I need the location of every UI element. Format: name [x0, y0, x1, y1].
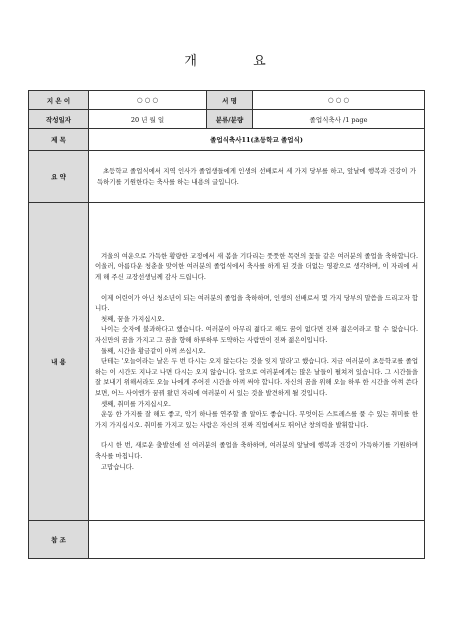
content-cell: [89, 203, 425, 521]
signer-label: 서 명: [207, 91, 253, 110]
subject-value: 졸업식축사11(초등학교 졸업식): [89, 129, 425, 151]
content-paragraph: 단테는 '오늘이라는 날은 두 번 다시는 오지 않는다는 것을 잊지 말라'고 했습니다. 지금 여러분이 초등학교를 졸업하는 이 시간도 지나고 나면 다시는 오지 않습니다. 앞으로 여러분에게는 많은 날들이 펼쳐져 있습니다. 그 시간들을 잘 보내기 위해서라도 오늘 나에게 주어진 시간을 아껴 써야 합니다. 자신의 꿈을 위해 오늘 하루 한 시간을 아껴 쓴다 보면, 어느 사이엔가 꿈꿔 왔던 자리에 여러분이 서 있는 것을 발견하게 될 것입니다.: [95, 357, 418, 397]
content-paragraph: 둘째, 시간을 황금같이 아껴 쓰십시오.: [101, 346, 206, 355]
content-label: 내 용: [29, 203, 89, 521]
summary-text: 초등학교 졸업식에서 지역 인사가 졸업생들에게 인생의 선배로서 세 가지 당부를 하고, 앞날에 행복과 건강이 가득하기를 기원한다는 축사를 하는 내용의 글입니다.: [97, 166, 416, 186]
paragraph-gap: [95, 430, 418, 440]
content-paragraph: 이제 어린이가 아닌 청소년이 되는 여러분의 졸업을 축하하며, 인생의 선배로서 몇 가지 당부의 말씀을 드리고자 합니다.: [95, 293, 418, 313]
paragraph-gap: [95, 283, 418, 293]
document-title: 개 요: [184, 54, 292, 69]
content-paragraph: 운동 한 가지를 잘 해도 좋고, 악기 하나를 연주할 줄 알아도 좋습니다. 무엇이든 스트레스를 풀 수 있는 취미를 한 가지 가지십시오. 취미를 가지고 있는 사람은 자신의 진짜 직업에서도 뛰어난 창의력을 발휘합니다.: [95, 410, 418, 429]
subject-row: [29, 129, 425, 151]
category-label: 분류/분량: [207, 110, 253, 129]
date-row: [29, 110, 425, 129]
reference-value: [89, 521, 425, 559]
author-label: 지 은 이: [29, 91, 89, 110]
summary-cell: [89, 151, 425, 203]
subject-label: 제 목: [29, 129, 89, 151]
summary-row: [29, 151, 425, 203]
content-paragraph: 다시 한 번, 새로운 출발선에 선 여러분의 졸업을 축하하며, 여러분의 앞날에 행복과 건강이 가득하기를 기원하며 축사를 마칩니다.: [95, 441, 418, 460]
content-paragraph: 셋째, 취미를 가지십시오.: [101, 399, 171, 408]
content-paragraph: 첫째, 꿈을 가지십시오.: [101, 314, 165, 323]
reference-row: [29, 521, 425, 559]
category-value: 졸업식축사 /1 page: [253, 110, 425, 129]
content-paragraph: 나이는 숫자에 불과하다고 했습니다. 여러분이 아무리 젊다고 해도 꿈이 없다면 진짜 젊은이라고 할 수 없습니다. 자신만의 꿈을 가지고 그 꿈을 향해 하루하루 도약하는 사람만이 진짜 젊은이입니다.: [95, 325, 418, 345]
reference-label: 참 조: [29, 521, 89, 559]
author-row: [29, 91, 425, 110]
date-value: 20 년 월 일: [89, 110, 207, 129]
content-paragraph: 겨울의 여운으로 가득한 황량한 교정에서 새 봄을 기다리는 풋풋한 목련의 꽃들 같은 여러분의 졸업을 축하합니다. 이울러, 아름다운 청춘을 맞이한 여러분의 졸업식에서 축사를 하게 된 것을 더없는 영광으로 생각하며, 이 자리에 서게 해 주신 교장선생님께 감사 드립니다.: [95, 251, 418, 282]
summary-label: 요 약: [29, 151, 89, 203]
author-value: ○ ○ ○: [89, 91, 207, 110]
content-row: [29, 203, 425, 521]
signer-value: ○ ○ ○: [253, 91, 425, 110]
content-paragraph: 고맙습니다.: [101, 462, 134, 471]
date-label: 작성일자: [29, 110, 89, 129]
summary-form-table: [28, 90, 425, 559]
